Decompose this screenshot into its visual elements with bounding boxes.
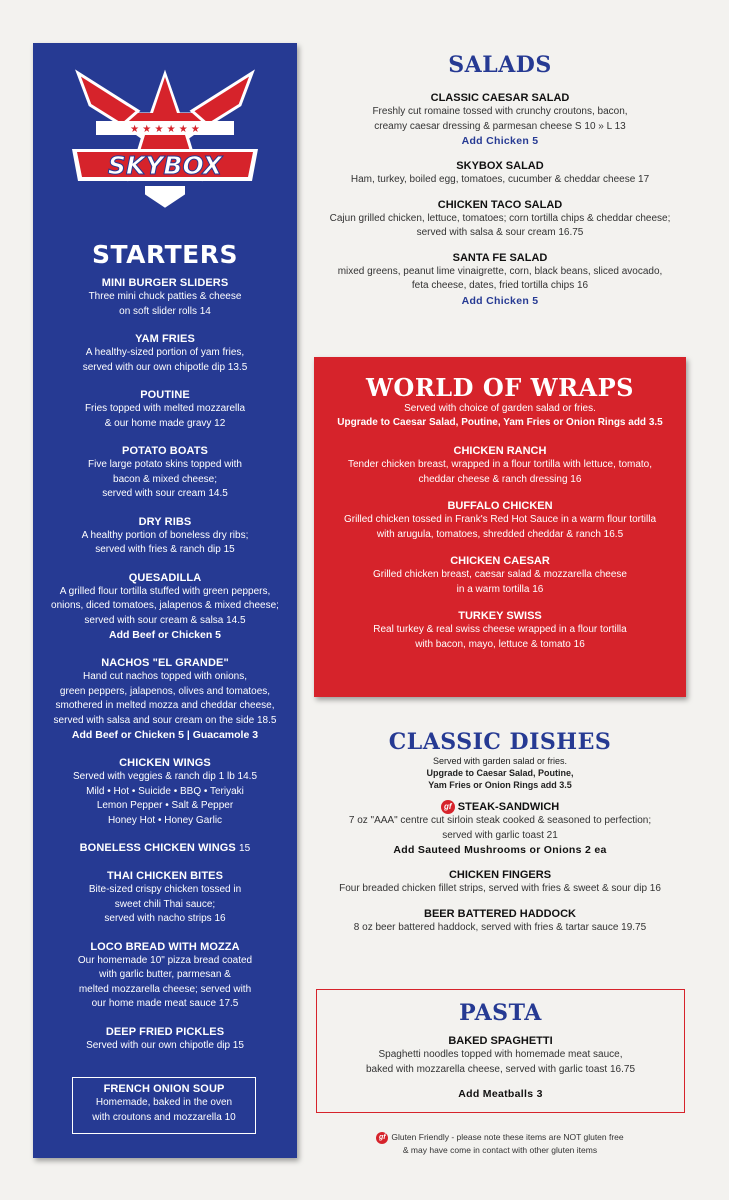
item-name-text: BONELESS CHICKEN WINGS bbox=[79, 842, 236, 854]
gluten-friendly-icon: gf bbox=[376, 1132, 388, 1144]
classic-title: CLASSIC DISHES bbox=[388, 729, 612, 755]
item-addon: Add Meatballs 3 bbox=[458, 1088, 543, 1100]
item-addon: Add Chicken 5 bbox=[461, 294, 539, 307]
item-name: DRY RIBS bbox=[138, 515, 192, 528]
item-name: BEER BATTERED HADDOCK bbox=[424, 907, 576, 920]
list-item bbox=[39, 841, 291, 856]
item-addon: Add Chicken 5 bbox=[461, 135, 539, 147]
classic-upgrade: Upgrade to Caesar Salad, Poutine, Yam Fries or Onion Rings add 3.5 bbox=[426, 768, 574, 790]
starters-title: STARTERS bbox=[92, 240, 238, 269]
item-name: FRENCH ONION SOUP bbox=[103, 1083, 225, 1095]
item-description: 7 oz "AAA" centre cut sirloin steak cooked & seasoned to perfection; served with garlic toast 21 bbox=[348, 815, 652, 841]
item-description: Five large potato skins topped with bacon & mixed cheese; served with sour cream 14.5 bbox=[88, 459, 242, 499]
item-name: THAI CHICKEN BITES bbox=[106, 870, 224, 882]
item-name: SANTA FE SALAD bbox=[452, 251, 548, 264]
list-item bbox=[39, 388, 291, 431]
wraps-upgrade: Upgrade to Caesar Salad, Poutine, Yam Fries or Onion Rings add 3.5 bbox=[337, 417, 663, 428]
list-item bbox=[39, 571, 291, 644]
logo-text: SKYBOX bbox=[107, 151, 223, 180]
item-description: Fries topped with melted mozzarella & our home made gravy 12 bbox=[84, 403, 246, 429]
gluten-footnote bbox=[315, 1131, 685, 1156]
item-name: BUFFALO CHICKEN bbox=[447, 500, 553, 512]
item-name: CHICKEN TACO SALAD bbox=[437, 198, 563, 211]
wraps-section bbox=[314, 357, 686, 697]
item-description: Freshly cut romaine tossed with crunchy croutons, bacon, creamy caesar dressing & parmesan cheese S 10 » L 13 bbox=[372, 106, 628, 132]
list-item bbox=[39, 940, 291, 1012]
item-description: A healthy-sized portion of yam fries, served with our own chipotle dip 13.5 bbox=[82, 347, 248, 373]
list-item bbox=[315, 91, 685, 149]
item-name-text: STEAK-SANDWICH bbox=[457, 801, 560, 813]
wraps-title: WORLD OF WRAPS bbox=[365, 373, 635, 402]
item-description: Hand cut nachos topped with onions, green peppers, jalapenos, olives and tomatoes, smothered in melted mozza and cheddar cheese, served with salsa and sour cream on the side 18.5 bbox=[53, 671, 277, 726]
item-description: Four breaded chicken fillet strips, served with fries & sweet & sour dip 16 bbox=[339, 883, 661, 895]
list-item bbox=[315, 159, 685, 188]
item-name: TURKEY SWISS bbox=[458, 610, 542, 622]
item-name: CLASSIC CAESAR SALAD bbox=[430, 92, 570, 104]
item-name: CHICKEN RANCH bbox=[453, 445, 547, 457]
item-name: YAM FRIES bbox=[135, 333, 195, 345]
item-description: 8 oz beer battered haddock, served with fries & tartar sauce 19.75 bbox=[353, 921, 647, 933]
list-item bbox=[39, 515, 291, 558]
item-description: Grilled chicken tossed in Frank's Red Hot Sauce in a warm flour tortilla with arugula, tomatoes, shredded cheddar & ranch 16.5 bbox=[343, 514, 657, 540]
pasta-section bbox=[316, 989, 685, 1113]
list-item bbox=[39, 869, 291, 927]
item-name: LOCO BREAD WITH MOZZA bbox=[90, 940, 240, 953]
item-name: POUTINE bbox=[140, 389, 190, 401]
svg-text:★ ★ ★ ★ ★ ★: ★ ★ ★ ★ ★ ★ bbox=[130, 124, 200, 135]
item-price: 15 bbox=[239, 843, 251, 854]
item-description: Ham, turkey, boiled egg, tomatoes, cucumber & cheddar cheese 17 bbox=[350, 174, 650, 185]
item-description: Our homemade 10" pizza bread coated with garlic butter, parmesan & melted mozzarella cheese; served with our home made meat sauce 17.5 bbox=[77, 954, 253, 1009]
item-name: NACHOS "EL GRANDE" bbox=[101, 657, 229, 669]
item-name: MINI BURGER SLIDERS bbox=[101, 277, 229, 289]
item-description: Real turkey & real swiss cheese wrapped in a flour tortilla with bacon, mayo, lettuce & tomato 16 bbox=[373, 624, 627, 650]
item-name: DEEP FRIED PICKLES bbox=[105, 1025, 225, 1038]
item-description: Cajun grilled chicken, lettuce, tomatoes; corn tortilla chips & cheddar cheese; served with salsa & sour cream 16.75 bbox=[329, 212, 671, 238]
footnote-text: Gluten Friendly - please note these items are NOT gluten free & may have come in contact with other gluten items bbox=[391, 1132, 624, 1155]
list-item bbox=[315, 868, 685, 897]
starters-panel bbox=[33, 43, 297, 1158]
item-name: CHICKEN WINGS bbox=[119, 757, 211, 769]
item-description: Three mini chuck patties & cheese on soft slider rolls 14 bbox=[88, 291, 242, 317]
item-name: POTATO BOATS bbox=[122, 445, 208, 457]
classic-dishes-section bbox=[315, 729, 685, 945]
pasta-title: PASTA bbox=[459, 1000, 542, 1026]
item-name: CHICKEN CAESAR bbox=[450, 555, 550, 567]
featured-item-box bbox=[72, 1077, 256, 1134]
item-description: mixed greens, peanut lime vinaigrette, corn, black beans, sliced avocado, feta cheese, dates, fried tortilla chips 16 bbox=[337, 265, 663, 291]
item-description: Served with veggies & ranch dip 1 lb 14.5 Mild • Hot • Suicide • BBQ • Teriyaki Lemon Pepper • Salt & Pepper Honey Hot • Honey Garlic bbox=[73, 771, 257, 826]
list-item bbox=[314, 609, 686, 652]
item-name: BAKED SPAGHETTI bbox=[448, 1035, 553, 1047]
item-name bbox=[39, 841, 291, 856]
salads-section bbox=[315, 52, 685, 319]
item-description: Bite-sized crispy chicken tossed in sweet chili Thai sauce; served with nacho strips 16 bbox=[88, 884, 242, 924]
item-addon: Add Beef or Chicken 5 bbox=[108, 629, 222, 641]
list-item bbox=[314, 444, 686, 487]
item-description: A grilled flour tortilla stuffed with green peppers, onions, diced tomatoes, jalapenos & mixed cheese; served with sour cream & salsa 14.5 bbox=[51, 585, 279, 626]
salads-title: SALADS bbox=[448, 52, 552, 78]
list-item bbox=[39, 656, 291, 743]
list-item bbox=[315, 251, 685, 309]
list-item bbox=[39, 1025, 291, 1054]
item-description: A healthy portion of boneless dry ribs; served with fries & ranch dip 15 bbox=[81, 529, 249, 555]
skybox-logo bbox=[68, 63, 262, 213]
list-item bbox=[39, 276, 291, 319]
item-name bbox=[315, 800, 685, 814]
gluten-friendly-icon: gf bbox=[441, 800, 455, 814]
list-item bbox=[39, 444, 291, 502]
item-description: Tender chicken breast, wrapped in a flour tortilla with lettuce, tomato, cheddar cheese & ranch dressing 16 bbox=[347, 459, 653, 485]
list-item bbox=[315, 907, 685, 936]
item-description: Served with our own chipotle dip 15 bbox=[86, 1039, 244, 1051]
item-description: Spaghetti noodles topped with homemade meat sauce, baked with mozzarella cheese, served with garlic toast 16.75 bbox=[365, 1049, 636, 1075]
list-item bbox=[314, 499, 686, 542]
list-item bbox=[39, 756, 291, 828]
item-name: CHICKEN FINGERS bbox=[448, 869, 552, 882]
item-name: SKYBOX SALAD bbox=[456, 160, 544, 172]
item-description: Homemade, baked in the oven with croutons and mozzarella 10 bbox=[92, 1097, 236, 1123]
list-item bbox=[39, 332, 291, 375]
list-item bbox=[315, 800, 685, 858]
item-description: Grilled chicken breast, caesar salad & mozzarella cheese in a warm tortilla 16 bbox=[372, 569, 627, 595]
classic-subtitle: Served with garden salad or fries. bbox=[432, 756, 568, 766]
list-item bbox=[315, 198, 685, 241]
item-name: QUESADILLA bbox=[128, 571, 202, 584]
starters-list bbox=[39, 276, 291, 1066]
item-addon: Add Sauteed Mushrooms or Onions 2 ea bbox=[393, 844, 607, 857]
list-item bbox=[314, 554, 686, 597]
item-addon: Add Beef or Chicken 5 | Guacamole 3 bbox=[71, 729, 259, 741]
wraps-subtitle: Served with choice of garden salad or fries. bbox=[404, 403, 596, 414]
